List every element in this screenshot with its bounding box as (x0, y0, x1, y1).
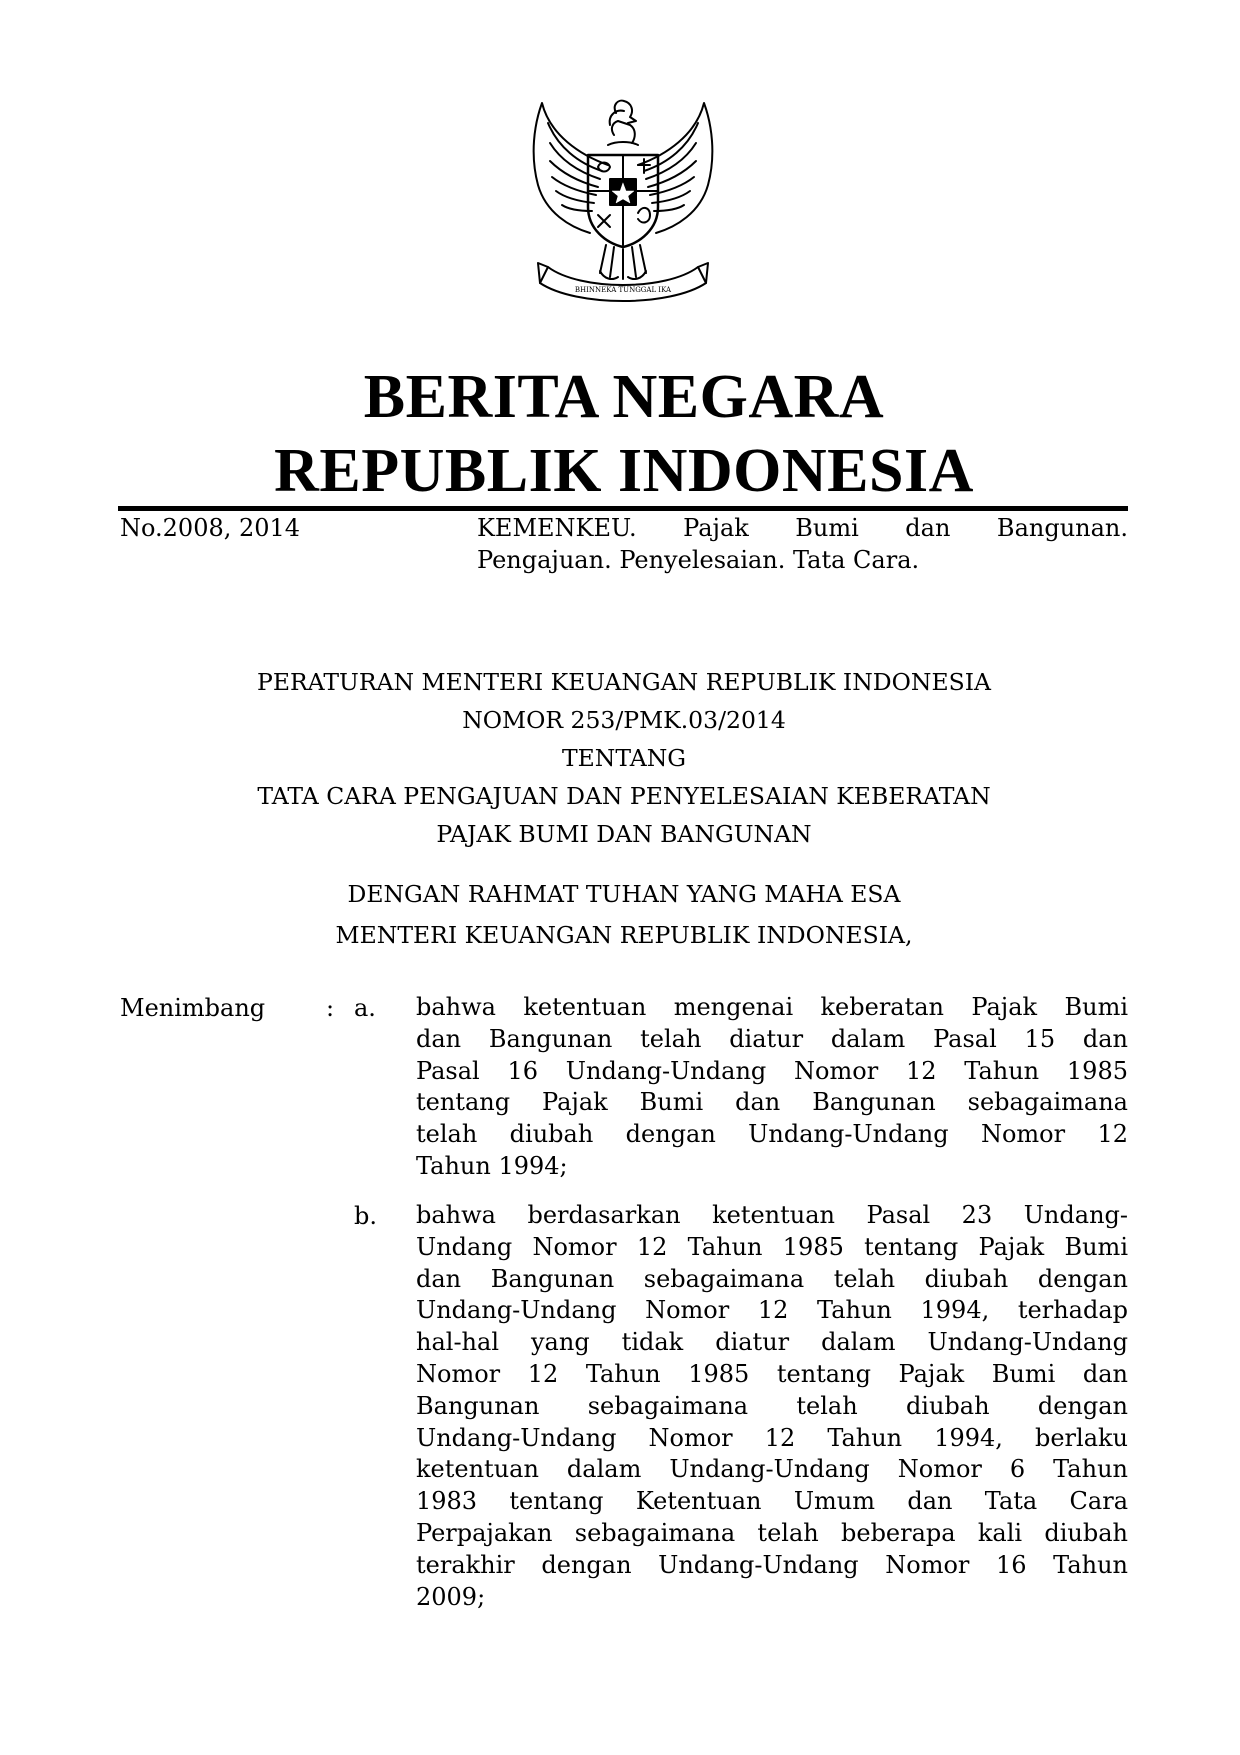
regulation-subject-line: PAJAK BUMI DAN BANGUNAN (436, 820, 812, 848)
gazette-subject (477, 512, 1128, 576)
regulation-title: PERATURAN MENTERI KEUANGAN REPUBLIK INDONESIA (257, 668, 991, 696)
paragraph-line: Bangunan sebagaimana telah diubah dengan (416, 1391, 1128, 1420)
regulation-heading (120, 663, 1128, 853)
regulation-about: TENTANG (561, 744, 687, 772)
paragraph-line: 2009; (416, 1582, 486, 1611)
considering-item-letter: b. (354, 1202, 377, 1230)
paragraph-line: Pasal 16 Undang-Undang Nomor 12 Tahun 1985 (416, 1056, 1128, 1085)
paragraph-line: dan Bangunan telah diatur dalam Pasal 15 dan (416, 1024, 1128, 1053)
paragraph-line: ketentuan dalam Undang-Undang Nomor 6 Tahun (416, 1455, 1128, 1484)
regulation-number: NOMOR 253/PMK.03/2014 (462, 706, 786, 734)
paragraph-line: Perpajakan sebagaimana telah beberapa kali diubah (416, 1518, 1128, 1547)
paragraph-line: Nomor 12 Tahun 1985 tentang Pajak Bumi dan (416, 1359, 1128, 1388)
paragraph-line: Undang Nomor 12 Tahun 1985 tentang Pajak Bumi (416, 1232, 1128, 1261)
paragraph-line: terakhir dengan Undang-Undang Nomor 16 Tahun (416, 1550, 1128, 1579)
paragraph-line: telah diubah dengan Undang-Undang Nomor 12 (416, 1120, 1128, 1149)
masthead-title-line2: REPUBLIK INDONESIA (274, 437, 974, 505)
gazette-subject-line: Pengajuan. Penyelesaian. Tata Cara. (477, 546, 920, 574)
considering-item-b (416, 1200, 1128, 1613)
considering-item-letter: a. (354, 994, 376, 1022)
invocation: DENGAN RAHMAT TUHAN YANG MAHA ESA (347, 880, 901, 908)
paragraph-line: Undang-Undang Nomor 12 Tahun 1994, berlaku (416, 1423, 1128, 1452)
masthead-rule (118, 506, 1128, 511)
regulation-subject-line: TATA CARA PENGAJUAN DAN PENYELESAIAN KEBERATAN (257, 782, 991, 810)
gazette-subject-line: KEMENKEU. Pajak Bumi dan Bangunan. (477, 514, 1128, 542)
paragraph-line: Undang-Undang Nomor 12 Tahun 1994, terhadap (416, 1296, 1128, 1325)
considering-item-a (416, 992, 1128, 1183)
motto-text: BHINNEKA TUNGGAL IKA (574, 286, 672, 294)
issuer: MENTERI KEUANGAN REPUBLIK INDONESIA, (335, 921, 913, 949)
paragraph-line: hal-hal yang tidak diatur dalam Undang-Undang (416, 1328, 1128, 1357)
paragraph-line: bahwa berdasarkan ketentuan Pasal 23 Undang- (416, 1201, 1128, 1229)
paragraph-line: bahwa ketentuan mengenai keberatan Pajak Bumi (416, 993, 1128, 1021)
paragraph-line: tentang Pajak Bumi dan Bangunan sebagaimana (416, 1088, 1128, 1117)
paragraph-line: dan Bangunan sebagaimana telah diubah dengan (416, 1264, 1128, 1293)
masthead-title-line1: BERITA NEGARA (363, 363, 885, 431)
garuda-emblem-icon (520, 95, 726, 309)
invocation-block (120, 875, 1128, 954)
gazette-number: No.2008, 2014 (120, 514, 301, 542)
garuda-pancasila-emblem (520, 95, 726, 309)
paragraph-line: 1983 tentang Ketentuan Umum dan Tata Cara (416, 1487, 1128, 1516)
considering-colon: : (326, 994, 335, 1022)
considering-label: Menimbang (120, 994, 266, 1022)
paragraph-line: Tahun 1994; (416, 1151, 568, 1180)
